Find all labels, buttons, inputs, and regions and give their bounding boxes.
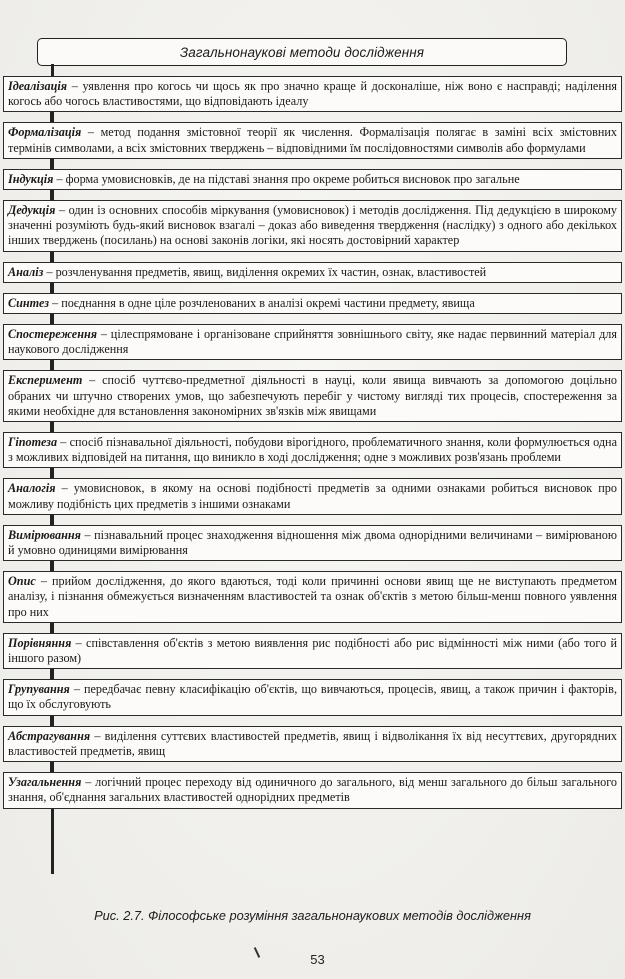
method-term: Гіпотеза <box>8 435 58 450</box>
method-box-observation <box>3 324 622 360</box>
method-box-abstraction <box>3 726 622 762</box>
method-term: Вимірювання <box>8 527 81 542</box>
method-term: Порівняння <box>8 635 72 650</box>
connector-segment <box>3 762 622 772</box>
method-box-experiment <box>3 370 622 422</box>
method-term: Групування <box>8 682 70 697</box>
method-term: Аналіз <box>8 264 44 279</box>
connector-segment <box>3 190 622 200</box>
method-box-induction <box>3 169 622 190</box>
page-number: 53 <box>310 952 325 967</box>
figure-caption: Рис. 2.7. Філософське розуміння загальнонаукових методів дослідження <box>94 908 531 923</box>
method-term: Опис <box>8 574 36 589</box>
method-box-analysis <box>3 262 622 283</box>
method-term: Узагальнення <box>8 775 82 790</box>
connector-segment <box>3 468 622 478</box>
connector-segment <box>3 283 622 293</box>
connector-segment <box>3 515 622 525</box>
method-definition: – цілеспрямоване і організоване сприйняття зовнішнього світу, яке надає первинний матеріал для наукового дослідження <box>8 327 617 357</box>
method-box-deduction <box>3 200 622 252</box>
connector-segment <box>3 422 622 432</box>
connector-segment <box>3 159 622 169</box>
method-term: Формалізація <box>8 125 82 140</box>
method-box-comparison <box>3 633 622 669</box>
method-definition: – уявлення про когось чи щось як про значно краще й досконаліше, ніж воно є насправді; наділення когось або чогось властивостями, що відповідають ідеалу <box>8 79 617 109</box>
method-definition: – спосіб чуттєво-предметної діяльності в науці, коли явища вивчають за допомогою доцільно обраних чи штучно створених умов, що забезпечують перебіг у чистому вигляді тих процесів, спостереження за якими необхідне для встановлення закономірних зв'язків між явищами <box>8 373 617 418</box>
method-definition: – прийом дослідження, до якого вдаються, тоді коли причинні основи явищ ще не виступають предметом аналізу, і пізнання обмежується визначенням властивостей та ознак об'єктів з метою більш-менш повного уявлення про них <box>8 574 617 619</box>
method-box-formalization <box>3 122 622 158</box>
method-definition: – поєднання в одне ціле розчленованих в аналізі окремі частини предмету, явища <box>49 295 475 310</box>
method-definition: – логічний процес переходу від одиничного до загального, від менш загального до більш загального знання, об'єднання загальних властивостей однорідних предметів <box>8 775 617 805</box>
method-box-idealization <box>3 76 622 112</box>
connector-segment <box>3 360 622 370</box>
method-term: Абстрагування <box>8 728 91 743</box>
method-term: Ідеалізація <box>8 79 68 93</box>
method-box-hypothesis <box>3 432 622 468</box>
connector-segment <box>3 112 622 122</box>
method-term: Індукція <box>8 171 54 186</box>
method-definition: – розчленування предметів, явищ, виділення окремих їх частин, ознак, властивостей <box>43 264 487 279</box>
diagram-title: Загальнонаукові методи дослідження <box>37 38 567 66</box>
connector-segment <box>3 669 622 679</box>
connector-segment <box>3 314 622 324</box>
method-box-analogy <box>3 478 622 514</box>
method-box-synthesis <box>3 293 622 314</box>
method-definition: – один із основних способів міркування (умовисновок) і методів дослідження. Під дедукцією в широкому значенні розуміють будь-який висновок взагалі – доказ або виведення твердження (наслідку) з одного або декількох інших тверджень (посилань) на основі законів логіки, які носять достовірний характер <box>8 203 617 248</box>
method-definition: – співставлення об'єктів з метою виявлення рис подібності або рис відмінності між ними (або того й іншого разом) <box>8 635 617 666</box>
connector-segment <box>3 716 622 726</box>
connector-segment <box>3 561 622 571</box>
connector-segment <box>3 623 622 633</box>
method-definition: – спосіб пізнавальної діяльності, побудови вірогідного, проблематичного знання, коли формулюється одна з можливих відповідей на питання, що виникло в ході дослідження; одне з можливих розв'язань проблеми <box>8 435 617 465</box>
method-box-description <box>3 571 622 623</box>
method-definition: – форма умовисновків, де на підставі знання про окреме робиться висновок про загальне <box>53 171 520 186</box>
connector-segment <box>3 252 622 262</box>
method-term: Спостереження <box>8 327 98 342</box>
method-term: Синтез <box>8 295 49 310</box>
method-definition: – пізнавальний процес знаходження відношення між двома однорідними величинами – вимірюваною й умовно одиницями вимірювання <box>8 527 617 558</box>
method-term: Аналогія <box>8 481 56 496</box>
methods-list <box>3 76 622 809</box>
method-term: Експеримент <box>8 373 83 388</box>
method-definition: – метод подання змістовної теорії як числення. Формалізація полягає в заміні всіх змістовних термінів символами, а всіх змістовних тверджень – відповідними їм послідовностями символів або формулами <box>8 125 617 155</box>
method-definition: – виділення суттєвих властивостей предметів, явищ і відволікання їх від несуттєвих, другорядних властивостей предметів, явищ <box>8 728 617 758</box>
method-term: Дедукція <box>8 203 56 218</box>
method-box-measurement <box>3 525 622 561</box>
method-definition: – передбачає певну класифікацію об'єктів, що вивчаються, процесів, явищ, а також причин і факторів, що їх обслуговують <box>8 682 617 712</box>
method-box-generalization <box>3 772 622 808</box>
method-box-grouping <box>3 679 622 715</box>
method-definition: – умовисновок, в якому на основі подібності предметів за одними ознаками робиться висновок про можливу подібність цих предметів з іншими ознаками <box>8 481 617 511</box>
